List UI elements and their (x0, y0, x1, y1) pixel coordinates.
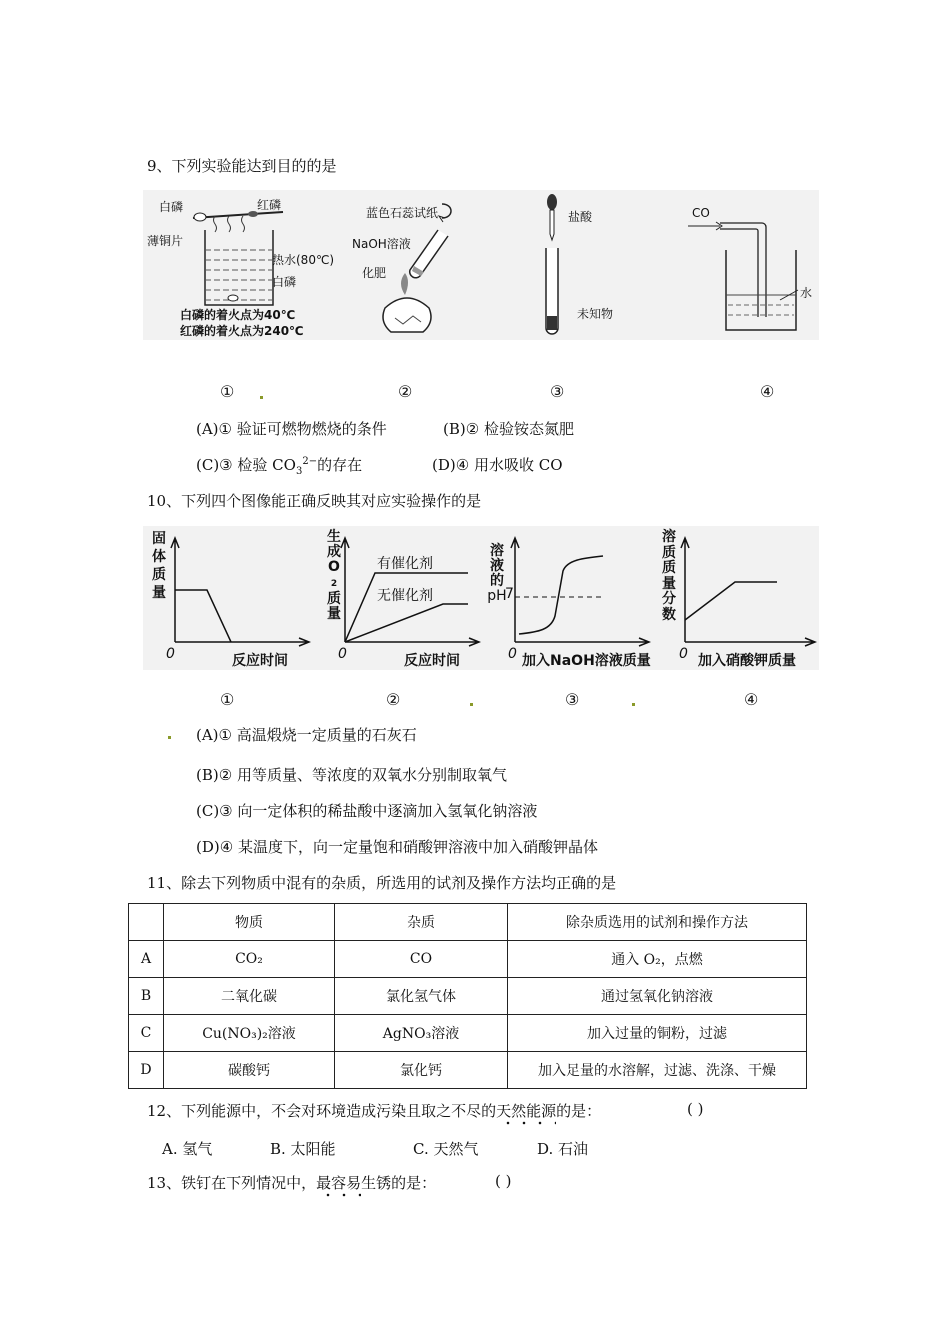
q10-g4-xlabel: 加入硝酸钾质量 (698, 653, 796, 669)
table-cell: 氯化钙 (335, 1052, 508, 1089)
label-unknown-substance: 未知物 (577, 307, 614, 321)
q9-option-c-sup: 2− (302, 456, 318, 467)
label-white-phosphorus-top: 白磷 (159, 200, 184, 214)
table-cell: CO₂ (164, 941, 335, 978)
table-header-cell: 除杂质选用的试剂和操作方法 (508, 904, 807, 941)
q10-g2-ylabel (326, 530, 342, 622)
q10-graph-number-1: ① (220, 690, 235, 709)
q10-g4-ylabel (662, 530, 678, 623)
table-cell: 碳酸钙 (164, 1052, 335, 1089)
label-fertilizer: 化肥 (362, 266, 387, 280)
ylabel-char: 体 (152, 549, 166, 565)
note-white-ignition: 白磷的着火点为40℃ (180, 308, 296, 322)
q10-g2-origin: 0 (338, 646, 347, 662)
table-cell: A (129, 941, 164, 978)
table-header-cell: 杂质 (335, 904, 508, 941)
q12-option-c: C. 天然气 (413, 1140, 479, 1158)
ylabel-char: 量 (327, 606, 341, 622)
table-header-cell (129, 904, 164, 941)
label-white-phosphorus-bottom: 白磷 (272, 275, 297, 289)
q10-graph-number-4: ④ (744, 690, 759, 709)
table-cell: 通入 O₂，点燃 (508, 941, 807, 978)
table-row (129, 1015, 807, 1052)
ylabel-char: 液 (490, 558, 504, 574)
q12-option-a: A. 氢气 (162, 1140, 213, 1158)
table-header-cell: 物质 (164, 904, 335, 941)
q11-table (128, 903, 807, 1089)
table-cell: 氯化氢气体 (335, 978, 508, 1015)
q11-stem: 11、除去下列物质中混有的杂质，所选用的试剂及操作方法均正确的是 (147, 874, 617, 892)
ylabel-char: 质 (327, 591, 341, 607)
q10-g2-xlabel: 反应时间 (404, 653, 460, 669)
table-cell: 通过氢氧化钠溶液 (508, 978, 807, 1015)
q13-stem-tail: 生锈的是： (361, 1174, 437, 1192)
label-hydrochloric-acid: 盐酸 (568, 210, 593, 224)
q10-g2-line2-label: 无催化剂 (377, 588, 433, 604)
label-copper-plate: 薄铜片 (147, 234, 184, 248)
table-cell: 加入过量的铜粉，过滤 (508, 1015, 807, 1052)
ylabel-char: 质 (662, 560, 676, 576)
label-water: 水 (800, 286, 813, 300)
table-cell: B (129, 978, 164, 1015)
ylabel-char: 固 (152, 531, 166, 547)
q10-graph-number-2: ② (386, 690, 401, 709)
q9-figure-number-2: ② (398, 382, 413, 401)
ylabel-char: 溶 (662, 529, 676, 545)
label-naoh-solution: NaOH溶液 (352, 237, 411, 251)
q10-graph-number-3: ③ (565, 690, 580, 709)
q10-g1-origin: 0 (166, 646, 175, 662)
label-litmus-paper: 蓝色石蕊试纸 (366, 206, 439, 220)
ylabel-char: pH (487, 588, 507, 604)
q10-g1-ylabel (152, 530, 168, 602)
q9-option-c-sub: 3 (295, 466, 303, 477)
q9-option-c-tail: 的存在 (317, 456, 363, 474)
q12-answer-paren: ( ) (687, 1100, 704, 1118)
q12-option-b: B. 太阳能 (270, 1140, 336, 1158)
speck-mark (168, 736, 171, 739)
ylabel-char: 质 (152, 567, 166, 583)
q12-stem-tail: 的是： (556, 1102, 602, 1120)
q10-g3-xlabel: 加入NaOH溶液质量 (522, 653, 651, 669)
q10-option-a: (A)① 高温煅烧一定质量的石灰石 (196, 726, 417, 744)
q9-option-b: (B)② 检验铵态氮肥 (443, 420, 574, 438)
q13-stem-text: 13、铁钉在下列情况中， (147, 1174, 317, 1192)
q10-g2-line1-label: 有催化剂 (377, 556, 433, 572)
ylabel-char: 的 (490, 573, 504, 589)
table-row (129, 1052, 807, 1089)
ylabel-char: 数 (662, 606, 676, 623)
table-header-row (129, 904, 807, 941)
q10-g3-tick-7: 7 (505, 586, 514, 602)
table-cell: D (129, 1052, 164, 1089)
q9-option-a: (A)① 验证可燃物燃烧的条件 (196, 420, 387, 438)
speck-mark (632, 703, 635, 706)
table-cell: AgNO₃溶液 (335, 1015, 508, 1052)
speck-mark (260, 396, 263, 399)
ylabel-char: 分 (662, 591, 676, 607)
q10-option-b: (B)② 用等质量、等浓度的双氧水分别制取氧气 (196, 766, 507, 784)
ylabel-char: 溶 (490, 543, 504, 559)
ylabel-char: 量 (152, 585, 166, 601)
q13-emphasis: 最容易 (316, 1174, 361, 1197)
table-row (129, 941, 807, 978)
q9-option-c-text: (C)③ 检验 CO (196, 456, 296, 474)
label-co-gas: CO (692, 206, 710, 220)
table-cell: 二氧化碳 (164, 978, 335, 1015)
q12-stem (147, 1100, 601, 1121)
label-red-phosphorus: 红磷 (257, 198, 282, 212)
ylabel-char: 成 (327, 544, 341, 560)
table-cell: CO (335, 941, 508, 978)
q13-answer-paren: ( ) (495, 1172, 512, 1190)
q10-g3-origin: 0 (508, 646, 517, 662)
q10-g1-xlabel: 反应时间 (232, 653, 288, 669)
q10-option-c: (C)③ 向一定体积的稀盐酸中逐滴加入氢氧化钠溶液 (196, 802, 538, 820)
q9-figure-number-3: ③ (550, 382, 565, 401)
q10-stem: 10、下列四个图像能正确反映其对应实验操作的是 (147, 492, 482, 510)
q12-stem-text: 12、下列能源中，不会对环境造成污染且取之不尽的 (147, 1102, 497, 1120)
q9-option-d: (D)④ 用水吸收 CO (432, 456, 563, 474)
speck-mark (470, 703, 473, 706)
q10-option-d: (D)④ 某温度下，向一定量饱和硝酸钾溶液中加入硝酸钾晶体 (196, 838, 598, 856)
q12-emphasis: 天然能源 (496, 1102, 556, 1125)
q9-figure-number-1: ① (220, 382, 235, 401)
q9-option-c (196, 454, 362, 477)
q9-stem: 9、下列实验能达到目的的是 (147, 157, 337, 175)
q12-option-d: D. 石油 (537, 1140, 589, 1158)
ylabel-char: 质 (662, 544, 676, 561)
q13-stem (147, 1172, 436, 1193)
table-row (129, 978, 807, 1015)
table-cell: 加入足量的水溶解，过滤、洗涤、干燥 (508, 1052, 807, 1089)
ylabel-char: 量 (662, 575, 676, 592)
label-hot-water: 热水(80℃) (272, 253, 335, 267)
q9-figure-number-4: ④ (760, 382, 775, 401)
q10-g4-origin: 0 (679, 646, 688, 662)
note-red-ignition: 红磷的着火点为240℃ (180, 324, 304, 338)
table-cell: C (129, 1015, 164, 1052)
ylabel-char: O (328, 559, 340, 575)
table-cell: Cu(NO₃)₂溶液 (164, 1015, 335, 1052)
ylabel-char: 2 (330, 579, 338, 589)
ylabel-char: 生 (327, 529, 341, 545)
